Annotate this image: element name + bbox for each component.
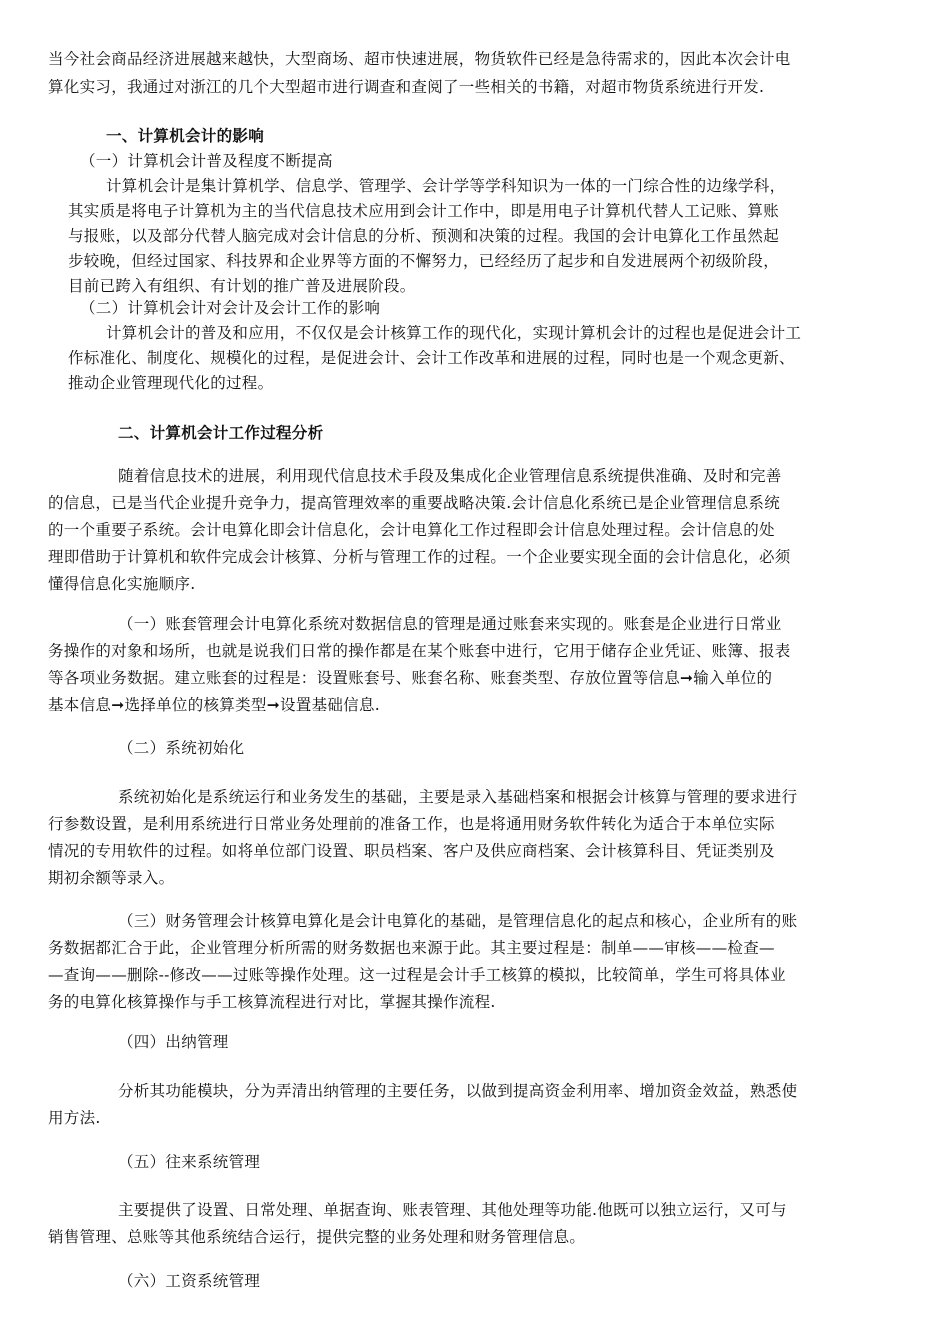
- paragraph-line: 期初余额等录入。: [48, 869, 175, 887]
- paragraph-line: 懂得信息化实施顺序.: [48, 575, 196, 593]
- paragraph-line: 推动企业管理现代化的过程。: [68, 374, 274, 392]
- paragraph-line: 步较晚，但经过国家、科技界和企业界等方面的不懈努力，已经经历了起步和自发进展两个初级阶段，: [68, 252, 780, 270]
- paragraph-line: （三）财务管理会计核算电算化是会计电算化的基础，是管理信息化的起点和核心，企业所有的账: [118, 912, 798, 930]
- paragraph-line: 与报账，以及部分代替人脑完成对会计信息的分析、预测和决策的过程。我国的会计电算化工作虽然起: [68, 227, 780, 245]
- paragraph-line: 系统初始化是系统运行和业务发生的基础，主要是录入基础档案和根据会计核算与管理的要求进行: [118, 788, 798, 806]
- paragraph-line: （一）账套管理会计电算化系统对数据信息的管理是通过账套来实现的。账套是企业进行日常业: [118, 615, 782, 633]
- subsection-2-4-heading: （四）出纳管理: [118, 1033, 229, 1051]
- subsection-1-1-heading: （一）计算机会计普及程度不断提高: [80, 152, 333, 170]
- paragraph-line: 务数据都汇合于此，企业管理分析所需的财务数据也来源于此。其主要过程是：制单——审核——检查—: [48, 939, 775, 957]
- subsection-2-6-heading: （六）工资系统管理: [118, 1272, 261, 1290]
- paragraph-line: 的一个重要子系统。会计电算化即会计信息化，会计电算化工作过程即会计信息处理过程。会计信息的处: [48, 521, 775, 539]
- paragraph-line: 计算机会计是集计算机学、信息学、管理学、会计学等学科知识为一体的一门综合性的边缘学科，: [106, 177, 786, 195]
- subsection-2-2-heading: （二）系统初始化: [118, 739, 245, 757]
- paragraph-line: 作标准化、制度化、规模化的过程，是促进会计、会计工作改革和进展的过程，同时也是一个观念更新、: [68, 349, 795, 367]
- subsection-1-2-heading: （二）计算机会计对会计及会计工作的影响: [80, 299, 381, 317]
- paragraph-line: 基本信息➞选择单位的核算类型➞设置基础信息.: [48, 696, 381, 714]
- paragraph-line: 情况的专用软件的过程。如将单位部门设置、职员档案、客户及供应商档案、会计核算科目、凭证类别及: [48, 842, 775, 860]
- paragraph-line: 行参数设置，是利用系统进行日常业务处理前的准备工作，也是将通用财务软件转化为适合于本单位实际: [48, 815, 775, 833]
- section-1-heading: 一、计算机会计的影响: [106, 126, 265, 145]
- paragraph-line: 务操作的对象和场所，也就是说我们日常的操作都是在某个账套中进行，它用于储存企业凭证、账簿、报表: [48, 642, 791, 660]
- paragraph-line: 其实质是将电子计算机为主的当代信息技术应用到会计工作中，即是用电子计算机代替人工记账、算账: [68, 202, 780, 220]
- paragraph-line: 的信息，已是当代企业提升竞争力，提高管理效率的重要战略决策.会计信息化系统已是企业管理信息系统: [48, 494, 781, 512]
- subsection-2-5-heading: （五）往来系统管理: [118, 1153, 261, 1171]
- paragraph-line: 目前已跨入有组织、有计划的推广普及进展阶段。: [68, 277, 416, 295]
- paragraph-line: 务的电算化核算操作与手工核算流程进行对比，掌握其操作流程.: [48, 993, 496, 1011]
- paragraph-line: 等各项业务数据。建立账套的过程是：设置账套号、账套名称、账套类型、存放位置等信息➞输入单位的: [48, 669, 773, 687]
- paragraph-line: —查询——删除--修改——过账等操作处理。这一过程是会计手工核算的模拟，比较简单，学生可将具体业: [48, 966, 786, 984]
- paragraph-line: 计算机会计的普及和应用，不仅仅是会计核算工作的现代化，实现计算机会计的过程也是促进会计工: [106, 324, 802, 342]
- paragraph-line: 分析其功能模块，分为弄清出纳管理的主要任务，以做到提高资金利用率、增加资金效益，熟悉使: [118, 1082, 798, 1100]
- paragraph-line: 用方法.: [48, 1109, 101, 1127]
- paragraph-line: 销售管理、总账等其他系统结合运行，提供完整的业务处理和财务管理信息。: [48, 1228, 586, 1246]
- intro-line-2: 算化实习，我通过对浙江的几个大型超市进行调查和查阅了一些相关的书籍，对超市物货系统进行开发.: [48, 78, 765, 96]
- paragraph-line: 主要提供了设置、日常处理、单据查询、账表管理、其他处理等功能.他既可以独立运行，又可与: [118, 1201, 787, 1219]
- section-2-heading: 二、计算机会计工作过程分析: [118, 423, 324, 442]
- paragraph-line: 理即借助于计算机和软件完成会计核算、分析与管理工作的过程。一个企业要实现全面的会计信息化，必须: [48, 548, 791, 566]
- paragraph-line: 随着信息技术的进展，利用现代信息技术手段及集成化企业管理信息系统提供准确、及时和完善: [118, 467, 782, 485]
- intro-line-1: 当今社会商品经济进展越来越快，大型商场、超市快速进展，物货软件已经是急待需求的，因此本次会计电: [48, 50, 791, 68]
